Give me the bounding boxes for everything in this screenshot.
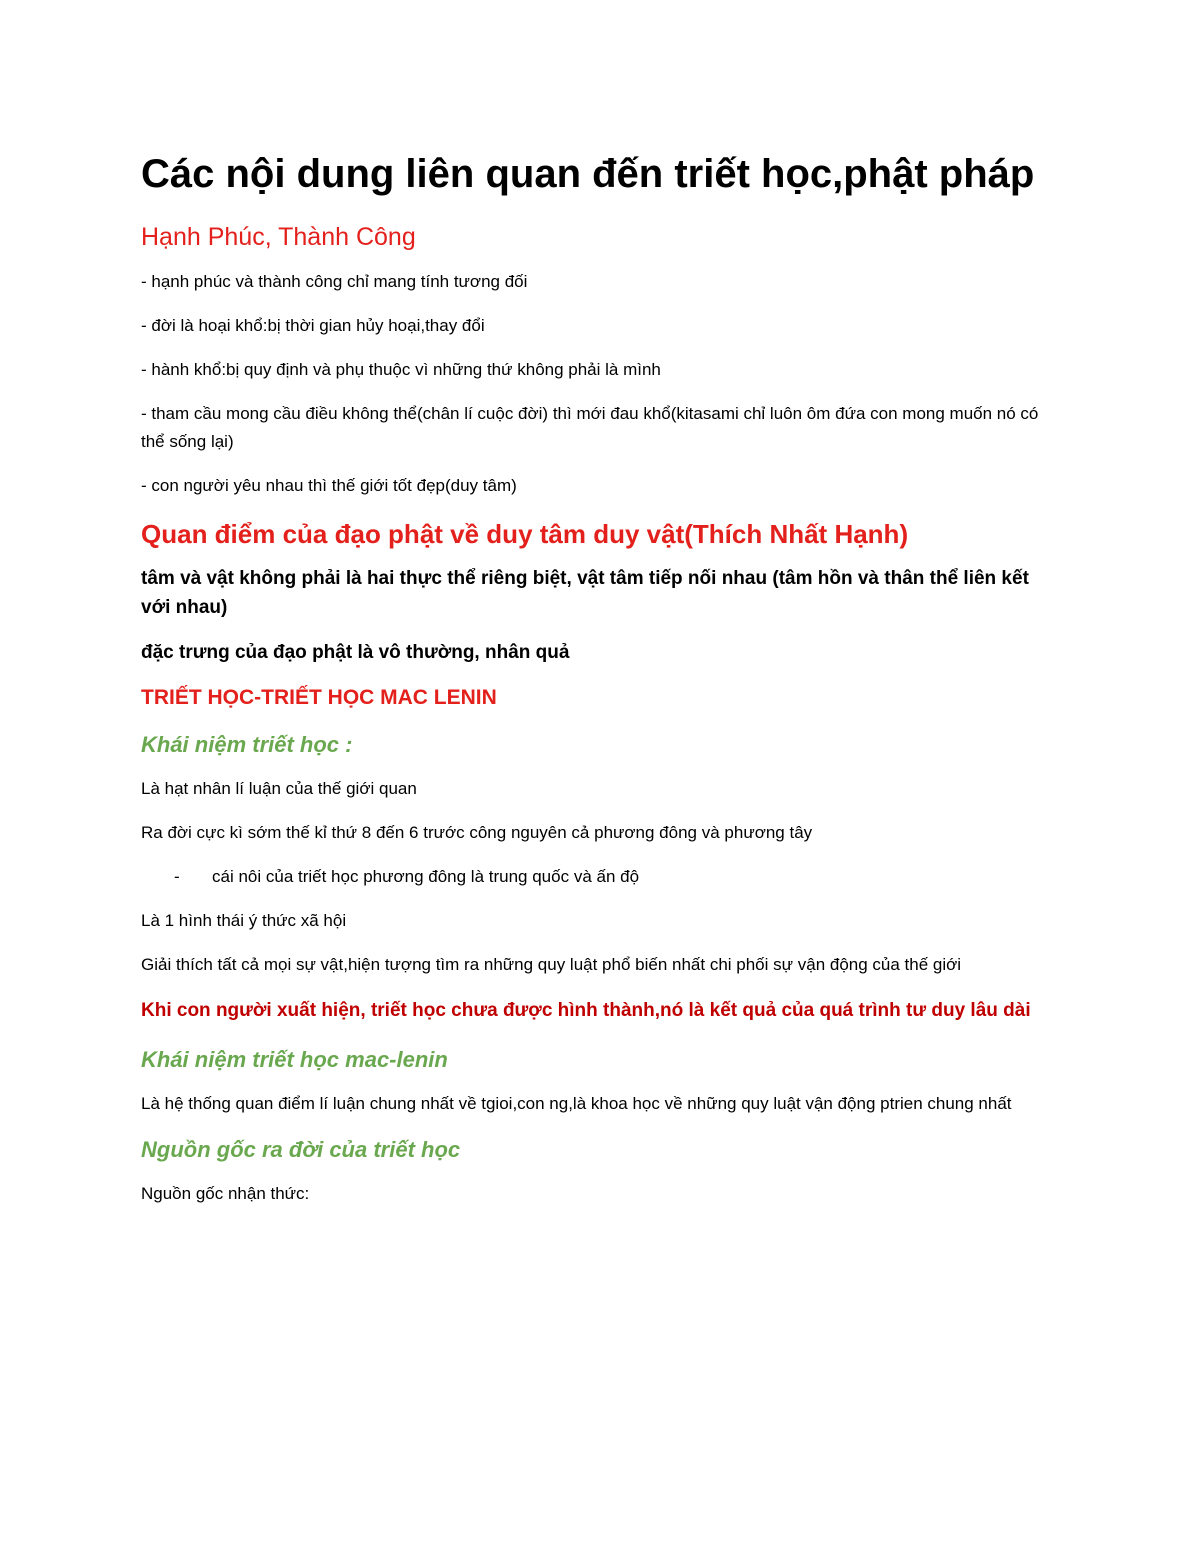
document-content <box>141 148 1061 1224</box>
paragraph: Là hạt nhân lí luận của thế giới quan <box>141 779 417 798</box>
section-heading-philosophy: TRIẾT HỌC-TRIẾT HỌC MAC LENIN <box>141 686 497 709</box>
list-item: - con người yêu nhau thì thế giới tốt đẹp(duy tâm) <box>141 476 517 495</box>
highlighted-note: Khi con người xuất hiện, triết học chưa được hình thành,nó là kết quả của quá trình tư duy lâu dài <box>141 1000 1031 1021</box>
list-item: - hạnh phúc và thành công chỉ mang tính tương đối <box>141 272 528 291</box>
list-item: - hành khổ:bị quy định và phụ thuộc vì những thứ không phải là mình <box>141 360 661 379</box>
section-heading-happiness: Hạnh Phúc, Thành Công <box>141 223 416 251</box>
list-item: - đời là hoại khổ:bị thời gian hủy hoại,thay đổi <box>141 316 485 335</box>
bullet-item <box>141 863 1061 891</box>
paragraph: Ra đời cực kì sớm thế kỉ thứ 8 đến 6 trước công nguyên cả phương đông và phương tây <box>141 823 813 842</box>
bullet-text: cái nôi của triết học phương đông là trung quốc và ấn độ <box>212 867 640 886</box>
paragraph: Nguồn gốc nhận thức: <box>141 1184 310 1203</box>
subheading-origin: Nguồn gốc ra đời của triết học <box>141 1137 461 1162</box>
paragraph: Là 1 hình thái ý thức xã hội <box>141 911 347 930</box>
paragraph-mind-matter: tâm và vật không phải là hai thực thể riêng biệt, vật tâm tiếp nối nhau (tâm hồn và thân thể liên kết với nhau) <box>141 568 1029 618</box>
subheading-marxist-concept: Khái niệm triết học mac-lenin <box>141 1047 448 1072</box>
paragraph-characteristics: đặc trưng của đạo phật là vô thường, nhân quả <box>141 642 570 663</box>
document-title: Các nội dung liên quan đến triết học,phật pháp <box>141 152 1035 196</box>
paragraph: Giải thích tất cả mọi sự vật,hiện tượng tìm ra những quy luật phổ biến nhất chi phối sự vận động của thế giới <box>141 955 962 974</box>
list-item: - tham cầu mong cầu điều không thể(chân lí cuộc đời) thì mới đau khổ(kitasami chỉ luôn ôm đứa con mong muốn nó có thể sống lại) <box>141 404 1039 451</box>
bullet-dash: - <box>174 867 180 886</box>
paragraph: Là hệ thống quan điểm lí luận chung nhất về tgioi,con ng,là khoa học về những quy luật vận động ptrien chung nhất <box>141 1094 1012 1113</box>
subheading-philosophy-concept: Khái niệm triết học : <box>141 732 353 757</box>
section-heading-buddhism-view: Quan điểm của đạo phật về duy tâm duy vật(Thích Nhất Hạnh) <box>141 519 909 549</box>
